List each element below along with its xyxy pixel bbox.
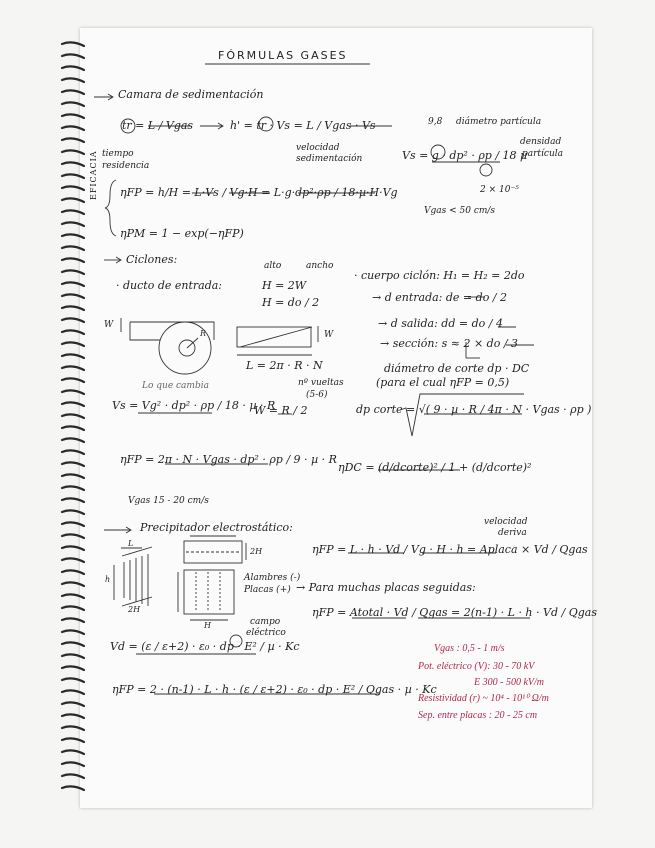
note-n-vueltas: nº vueltas: [298, 378, 344, 388]
note-residencia: residencia: [102, 161, 150, 171]
data-potencial: Pot. eléctrico (V): 30 - 70 kV: [418, 661, 535, 672]
note-alto: alto: [264, 261, 282, 271]
equation-npm: ηPM = 1 − exp(−ηFP): [120, 227, 244, 240]
label-d-entrada: → d entrada: de = do / 2: [372, 291, 508, 304]
equation-tr: tr = L / Vgas: [122, 119, 194, 132]
label-muchas-placas: → Para muchas placas seguidas:: [296, 581, 476, 594]
note-vgas-limit: Vgas < 50 cm/s: [424, 206, 496, 216]
note-particula: partícula: [522, 149, 564, 159]
equation-vd: Vd = (ε / ε+2) · ε₀ · dp · E² / µ · Kc: [110, 640, 300, 653]
equation-H-2W: H = 2W: [262, 279, 307, 292]
note-tiempo: tiempo: [102, 149, 134, 159]
figure-label-h-left: h: [105, 575, 111, 584]
equation-nfp-precipitador: ηFP = L · h · Vd / Vg · H · h = Aplaca × Vd / Qgas: [312, 543, 588, 556]
equation-nfp-ciclon: ηFP = 2π · N · Vgas · dp² · ρp / 9 · µ · R: [120, 453, 337, 466]
data-vgas: Vgas : 0,5 - 1 m/s: [434, 643, 505, 654]
data-resistividad: Resistividad (r) ~ 10⁴ - 10¹⁰ Ω/m: [418, 693, 549, 704]
equation-h-prime: h' = tr · Vs = L / Vgas · Vs: [230, 119, 376, 132]
figure-label-2H-top: 2H: [250, 547, 263, 556]
note-gravity: 9,8: [428, 117, 443, 127]
label-cuerpo-ciclon: · cuerpo ciclón: H₁ = H₂ = 2do: [354, 269, 525, 282]
note-campo: campo: [250, 617, 281, 627]
equation-nfp-muchas-placas: ηFP = Atotal · Vd / Qgas = 2(n-1) · L · h · Vd / Qgas: [312, 606, 597, 619]
label-seccion: → sección: s ≈ 2 × do / 3: [380, 337, 519, 350]
note-velocidad-deriva: velocidad: [484, 517, 528, 527]
note-n-vueltas-range: (5-6): [306, 390, 328, 400]
equation-ndc: ηDC = (d/dcorte)² / 1 + (d/dcorte)²: [338, 461, 532, 474]
equation-H-do: H = do / 2: [262, 296, 320, 309]
equation-L: L = 2π · R · N: [246, 359, 323, 372]
equation-vs-ciclon: Vs = Vg² · dp² · ρp / 18 · µ · R: [112, 399, 276, 412]
equation-W-R: W = R / 2: [254, 404, 308, 417]
note-para-el-cual: (para el cual ηFP = 0,5): [376, 376, 510, 389]
label-eficacia: EFICACIA: [89, 150, 98, 200]
section-header-sedimentacion: Camara de sedimentación: [118, 88, 264, 101]
note-diametro-particula: diámetro partícula: [456, 117, 542, 127]
section-header-ciclones: Ciclones:: [126, 253, 178, 266]
note-deriva: deriva: [498, 528, 527, 538]
figure-label-w-rect: W: [324, 330, 334, 340]
label-d-salida: → d salida: dd = do / 4: [378, 317, 503, 330]
note-electrico: eléctrico: [246, 628, 286, 638]
note-densidad: densidad: [520, 137, 562, 147]
figure-label-W: W: [104, 320, 114, 330]
figure-label-R: R: [200, 329, 207, 338]
data-separacion: Sep. entre placas : 20 - 25 cm: [418, 710, 538, 721]
figure-label-L-left: L: [128, 539, 134, 548]
note-velocidad: velocidad: [296, 143, 340, 153]
note-sedimentacion: sedimentación: [296, 154, 363, 164]
equation-dp-corte: dp corte = √( 9 · µ · R / 4π · N · Vgas · ρp ): [356, 403, 592, 416]
label-ducto-entrada: · ducto de entrada:: [116, 279, 223, 292]
label-alambres: Alambres (-): [244, 573, 301, 583]
page-title: FÓRMULAS GASES: [218, 49, 348, 62]
label-placas: Placas (+): [244, 585, 291, 595]
note-vgas-range-ciclon: Vgas 15 - 20 cm/s: [128, 496, 209, 506]
equation-nfp-sedimentacion: ηFP = h/H = L·Vs / Vg·H = L·g·dp²·ρp / 18·µ·H·Vg: [120, 186, 398, 199]
equation-vs-sedimentacion: Vs = g · dp² · ρp / 18 µ: [402, 149, 528, 162]
section-header-precipitador: Precipitador electrostático:: [140, 521, 293, 534]
note-ancho: ancho: [306, 261, 334, 271]
note-lo-que-cambia: Lo que cambia: [142, 381, 209, 391]
equation-nfp-precipitador-full: ηFP = 2 · (n-1) · L · h · (ε / ε+2) · ε₀ · dp · E² / Qgas · µ · Kc: [112, 683, 437, 696]
data-campo-E: E 300 - 500 kV/m: [474, 677, 544, 688]
figure-label-H: H: [204, 621, 211, 630]
note-mu-value: 2 × 10⁻⁵: [480, 185, 519, 195]
note-diametro-corte: diámetro de corte dp · DC: [384, 362, 530, 375]
figure-label-2H-bottom: 2H: [128, 605, 141, 614]
